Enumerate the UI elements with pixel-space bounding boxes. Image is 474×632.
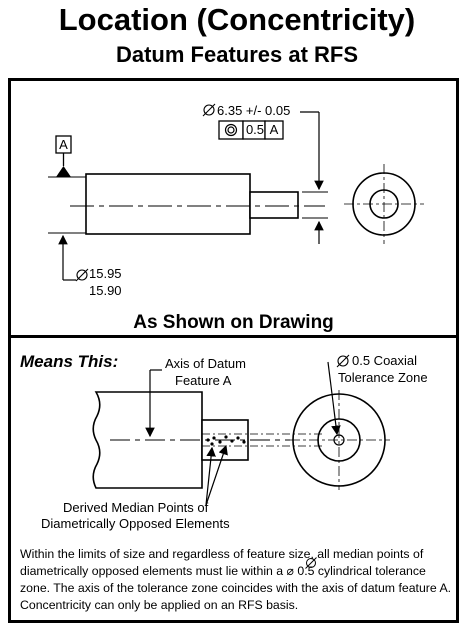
outer-dia-min: 15.90 — [89, 283, 122, 298]
diameter-symbol-icon — [76, 269, 88, 281]
zone-label-line2: Tolerance Zone — [338, 370, 428, 385]
bore-dimension: 6.35 +/- 0.05 — [217, 103, 291, 118]
page-title: Location (Concentricity) — [58, 2, 416, 37]
datum-triangle — [56, 166, 71, 177]
diameter-symbol-icon — [203, 104, 215, 116]
fcf-symbol-cell — [219, 121, 243, 139]
zone-label-line1: 0.5 Coaxial — [352, 353, 418, 368]
outer-dia-max: 15.95 — [89, 266, 122, 281]
shaft-pin — [250, 192, 298, 218]
page-subtitle: Datum Features at RFS — [115, 42, 359, 67]
section-label-drawing: As Shown on Drawing — [133, 312, 334, 333]
diameter-symbol-icon — [337, 355, 349, 367]
axis-label-line1: Axis of Datum — [165, 356, 246, 371]
shaft-body — [86, 174, 250, 234]
axis-label-line2: Feature A — [175, 373, 232, 388]
section-label-meaning: Means This: — [20, 352, 119, 371]
points-label-line2: Diametrically Opposed Elements — [41, 516, 230, 531]
fcf-datum: A — [269, 122, 279, 137]
datum-a-letter: A — [59, 137, 68, 152]
explanation-text: Within the limits of size and regardless of feature size, all median points of diametrically opposed elements must lie within a ⌀ 0.5 cylindrical tolerance zone. The axis of the tolerance zone coincides with the axis of datum feature A. Concentricity can only be applied on an RFS basis. — [20, 547, 452, 612]
points-label-line1: Derived Median Points of — [63, 500, 209, 515]
fcf-tolerance: 0.5 — [245, 122, 265, 137]
zone-leader — [328, 362, 337, 434]
